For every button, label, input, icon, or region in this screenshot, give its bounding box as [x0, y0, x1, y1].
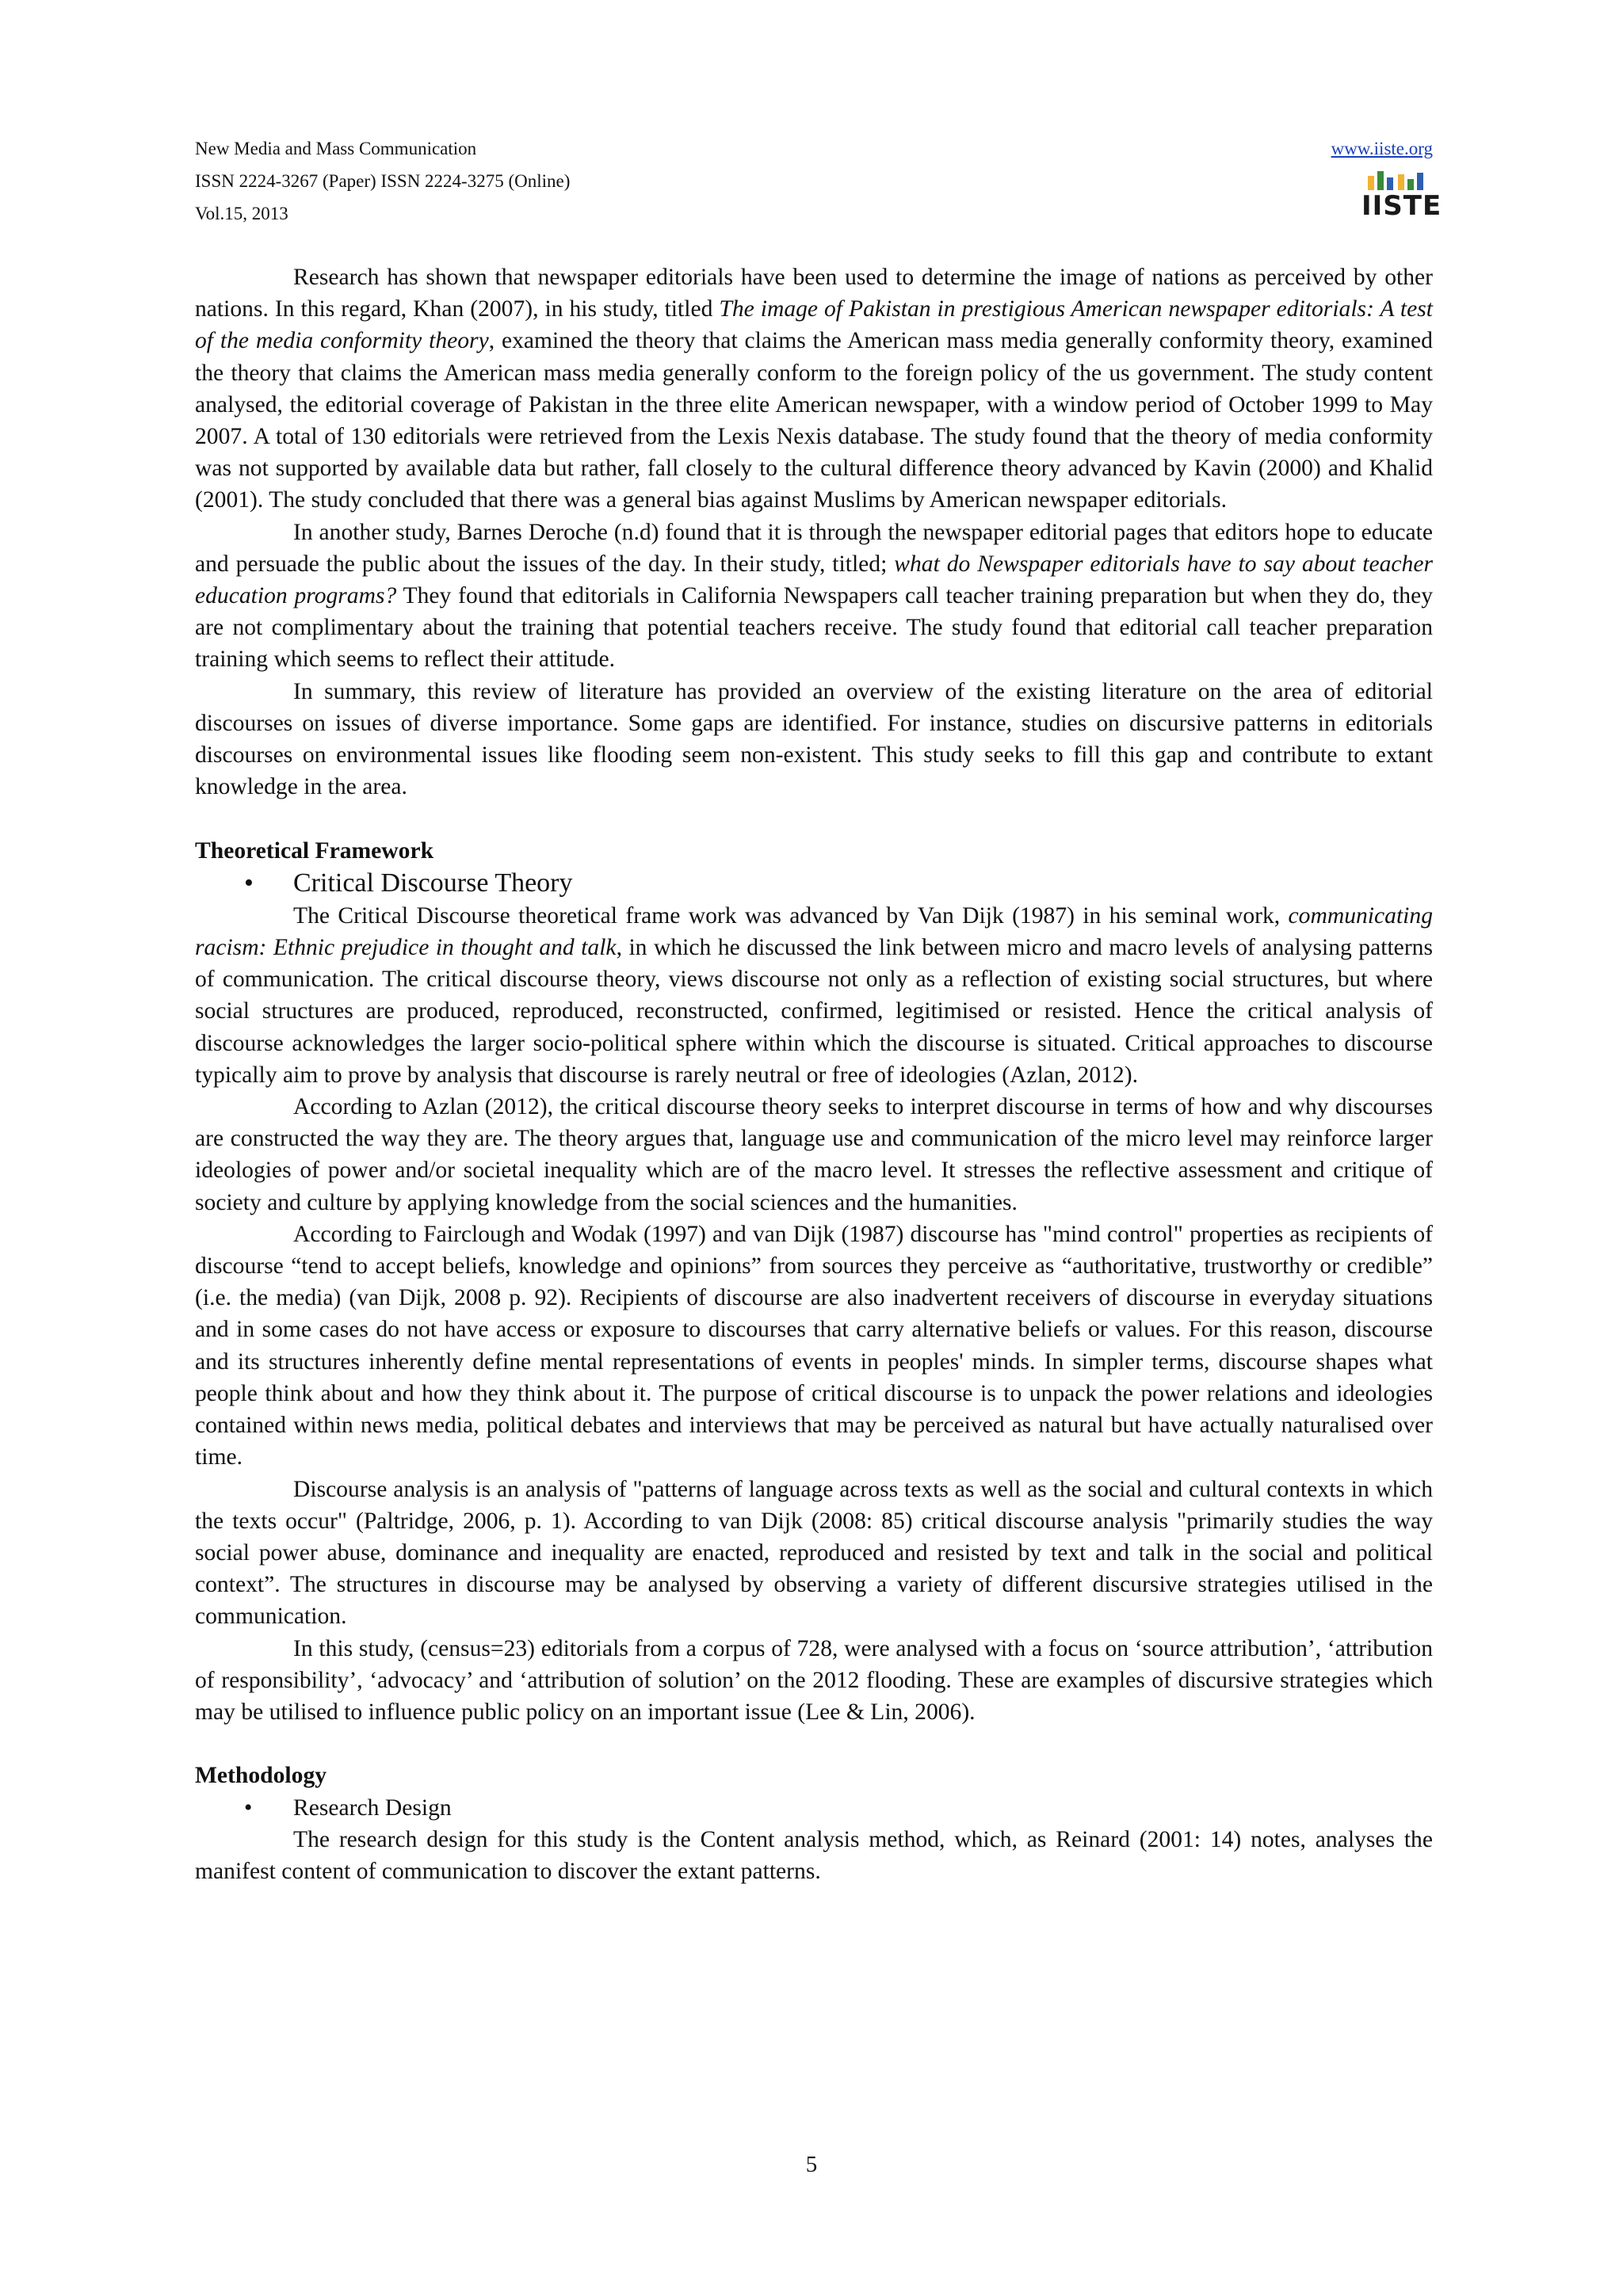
- paragraph-discourse-analysis: Discourse analysis is an analysis of "patterns of language across texts as well as the social and cultural contexts in which the texts occur" (Paltridge, 2006, p. 1). According to van Dijk (2008: 85) critical discourse analysis "primarily studies the way social power abuse, dominance and inequality are enacted, reproduced and resisted by text and talk in the social and political context”. The structures in discourse may be analysed by observing a variety of different discursive strategies utilised in the communication.: [195, 1476, 1433, 1630]
- cited-title: The image of Pakistan in prestigious American newspaper editorials: A test of the media conformity theory: [195, 296, 1433, 354]
- paragraph-fairclough-wodak: According to Fairclough and Wodak (1997) and van Dijk (1987) discourse has "mind control" properties as recipients of discourse “tend to accept beliefs, knowledge and opinions” from sources they perceive as “authoritative, trustworthy or credible” (i.e. the media) (van Dijk, 2008 p. 92). Recipients of discourse are also inadvertent receivers of discourse in everyday situations and in some cases do not have access or exposure to discourses that carry alternative beliefs or values. For this reason, discourse and its structures inherently define mental representations of events in peoples' minds. In simpler terms, discourse shapes what people think about and how they think about it. The purpose of critical discourse is to unpack the power relations and ideologies contained within news media, political debates and interviews that may be perceived as natural but have actually naturalised over time.: [195, 1221, 1433, 1470]
- paragraph-khan-study: Research has shown that newspaper editorials have been used to determine the image of nations as perceived by other nations. In this regard, Khan (2007), in his study, titled The image of Pakistan in prestigious American newspaper editorials: A test of the media conformity theory, examined the theory that claims the American mass media generally conformity theory, examined the theory that claims the American mass media generally conform to the foreign policy of the us government. The study content analysed, the editorial coverage of Pakistan in the three elite American newspaper, with a window period of October 1999 to May 2007. A total of 130 editorials were retrieved from the Lexis Nexis database. The study found that the theory of media conformity was not supported by available data but rather, fall closely to the cultural difference theory advanced by Kavin (2000) and Khalid (2001). The study concluded that there was a general bias against Muslims by American newspaper editorials.: [195, 265, 1433, 513]
- logo-bars-icon: [1361, 168, 1433, 192]
- bullet-item: [195, 1792, 1433, 1824]
- paragraph-van-dijk: The Critical Discourse theoretical frame work was advanced by Van Dijk (1987) in his seminal work, communicating racism: Ethnic prejudice in thought and talk, in which he discussed the link between micro and macro levels of analysing patterns of communication. The critical discourse theory, views discourse not only as a reflection of existing social structures, but where social structures are produced, reproduced, reconstructed, confirmed, legitimised or resisted. Hence the critical analysis of discourse acknowledges the larger socio-political sphere within which the discourse is situated. Critical approaches to discourse typically aim to prove by analysis that discourse is rarely neutral or free of ideologies (Azlan, 2012).: [195, 902, 1433, 1088]
- page-header: [195, 133, 1442, 236]
- bullet-item: [195, 867, 1433, 900]
- section-heading-theoretical-framework: Theoretical Framework: [195, 837, 434, 864]
- paragraph-barnes-deroche: In another study, Barnes Deroche (n.d) found that it is through the newspaper editorial pages that editors hope to educate and persuade the public about the issues of the day. In their study, titled; what do Newspaper editorials have to say about teacher education programs? They found that editorials in California Newspapers call teacher training preparation but when they do, they are not complimentary about the training that potential teachers receive. The study found that editorial call teacher preparation training which seems to reflect their attitude.: [195, 519, 1433, 673]
- paragraph-azlan: According to Azlan (2012), the critical discourse theory seeks to interpret discourse in terms of how and why discourses are constructed the way they are. The theory argues that, language use and communication of the micro level may reinforce larger ideologies of power and/or societal inequality which are of the macro level. It stresses the reflective assessment and critique of society and culture by applying knowledge from the social sciences and the humanities.: [195, 1094, 1433, 1215]
- section-heading-methodology: Methodology: [195, 1763, 327, 1789]
- journal-name: New Media and Mass Communication: [195, 139, 477, 158]
- bullet-icon: •: [244, 868, 254, 898]
- cited-title: communicating racism: Ethnic prejudice in thought and talk: [195, 902, 1433, 961]
- journal-url-link[interactable]: www.iiste.org: [1331, 139, 1433, 158]
- paragraph-research-design: The research design for this study is the Content analysis method, which, as Reinard (2001: 14) notes, analyses the manifest content of communication to discover the extant patterns.: [195, 1826, 1433, 1884]
- logo-wordmark: IISTE: [1361, 190, 1442, 222]
- subheading-critical-discourse-theory: Critical Discourse Theory: [293, 868, 573, 898]
- article-body: [195, 261, 1433, 1887]
- paragraph-summary: In summary, this review of literature has provided an overview of the existing literature on the area of editorial discourses on issues of diverse importance. Some gaps are identified. For instance, studies on discursive patterns in editorials discourses on environmental issues like flooding seem non-existent. This study seeks to fill this gap and contribute to extant knowledge in the area.: [195, 678, 1433, 800]
- issn-line: ISSN 2224-3267 (Paper) ISSN 2224-3275 (Online): [195, 171, 571, 191]
- volume-line: Vol.15, 2013: [195, 204, 288, 223]
- subheading-research-design: Research Design: [293, 1794, 452, 1821]
- paragraph-this-study: In this study, (census=23) editorials from a corpus of 728, were analysed with a focus on ‘source attribution’, ‘attribution of responsibility’, ‘advocacy’ and ‘attribution of solution’ on the 2012 flooding. These are examples of discursive strategies which may be utilised to influence public policy on an important issue (Lee & Lin, 2006).: [195, 1635, 1433, 1725]
- bullet-icon: •: [244, 1794, 253, 1821]
- iiste-logo: [1361, 168, 1442, 227]
- cited-title: what do Newspaper editorials have to say about teacher education programs?: [195, 551, 1433, 609]
- page-number: 5: [805, 2152, 818, 2177]
